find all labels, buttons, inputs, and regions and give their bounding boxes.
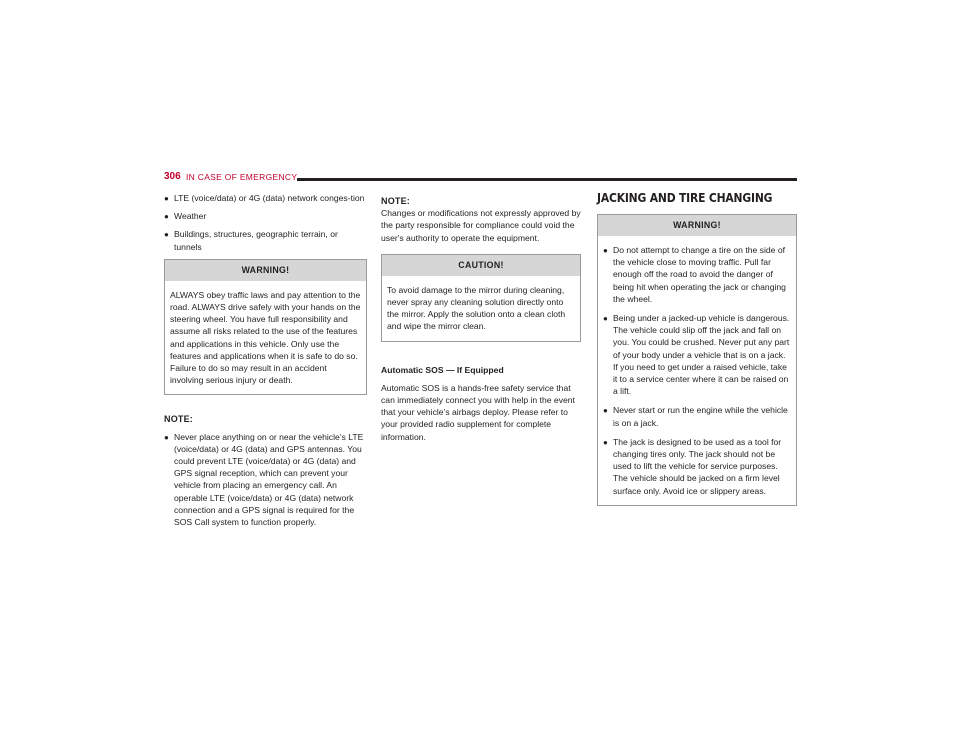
list-item: ● LTE (voice/data) or 4G (data) network conges-tion [164,192,367,204]
conditions-list [164,192,367,253]
bullet-dot-icon: ● [603,437,608,447]
header-rule [297,178,797,181]
bullet-dot-icon: ● [164,432,169,442]
warning-title: WARNING! [598,215,796,236]
section-name: IN CASE OF EMERGENCY [186,172,298,182]
list-item: ● Buildings, structures, geographic terrain, or tunnels [164,229,338,252]
warning-list [603,244,791,497]
bullet-dot-icon: ● [164,194,169,203]
note-label: NOTE: [164,414,193,425]
note-text: Changes or modifications not expressly approved by the party responsible for compliance could void the user's authority to operate the equipment. [381,208,581,243]
warning-title: WARNING! [165,260,366,281]
warning-box [164,259,367,396]
bullet-dot-icon: ● [603,406,608,416]
column-3 [597,192,797,506]
note-label: NOTE: [381,196,410,206]
list-item: ● Being under a jacked-up vehicle is dangerous. The vehicle could slip off the jack and fall on you. You could be crushed. Never put any part of your body under a vehicle that is on a jack. If you need to get under a raised vehicle, take it to a service center where it can be raised on a lift. [603,313,790,397]
bullet-dot-icon: ● [164,230,169,240]
list-item: ● Do not attempt to change a tire on the side of the vehicle close to moving traffic. Pull far enough off the road to avoid the danger of being hit when operating the jack or changing the wheel. [603,245,786,304]
warning-text: ALWAYS obey traffic laws and pay attention to the road. ALWAYS drive safely with your hands on the steering wheel. You have full responsibility and assume all risks related to the use of the features and applications in this vehicle. Only use the features and applications when it is safe to do so. Failure to do so may result in an accident involving serious injury or death. [170,289,361,386]
bullet-dot-icon: ● [164,212,169,222]
bullet-dot-icon: ● [603,314,608,324]
list-item: ● Weather [164,210,367,222]
list-item: ● The jack is designed to be used as a tool for changing tires only. The jack should not be used to lift the vehicle for service purposes. The vehicle should be jacked on a firm level surface only. Avoid ice or slippery areas. [603,436,782,496]
bullet-dot-icon: ● [603,246,608,255]
column-1 [164,192,367,534]
automatic-sos-text: Automatic SOS is a hands-free safety service that can immediately connect you with help in the event that your vehicle’s airbags deploy. Please refer to your provided radio supplement for complete information. [381,382,575,442]
page-header [164,171,797,185]
note-list [164,431,367,529]
automatic-sos-heading: Automatic SOS — If Equipped [381,364,504,375]
section-title: JACKING AND TIRE CHANGING [597,190,773,205]
page-number: 306 [164,171,181,182]
list-item: ● Never start or run the engine while the vehicle is on a jack. [603,405,788,428]
column-2 [381,195,581,443]
list-item: ● Never place anything on or near the vehicle’s LTE (voice/data) or 4G (data) and GPS antennas. You could prevent LTE (voice/data) or 4G (data) and GPS signal reception, which can prevent your vehicle from placing an emergency call. An operable LTE (voice/data) or 4G (data) network connection and a GPS signal is required for the SOS Call system to function properly. [164,431,364,528]
warning-box [597,214,797,506]
caution-box [381,254,581,342]
caution-text: To avoid damage to the mirror during cleaning, never spray any cleaning solution directly onto the mirror. Apply the solution onto a clean cloth and wipe the mirror clean. [387,284,566,332]
caution-title: CAUTION! [382,255,580,276]
